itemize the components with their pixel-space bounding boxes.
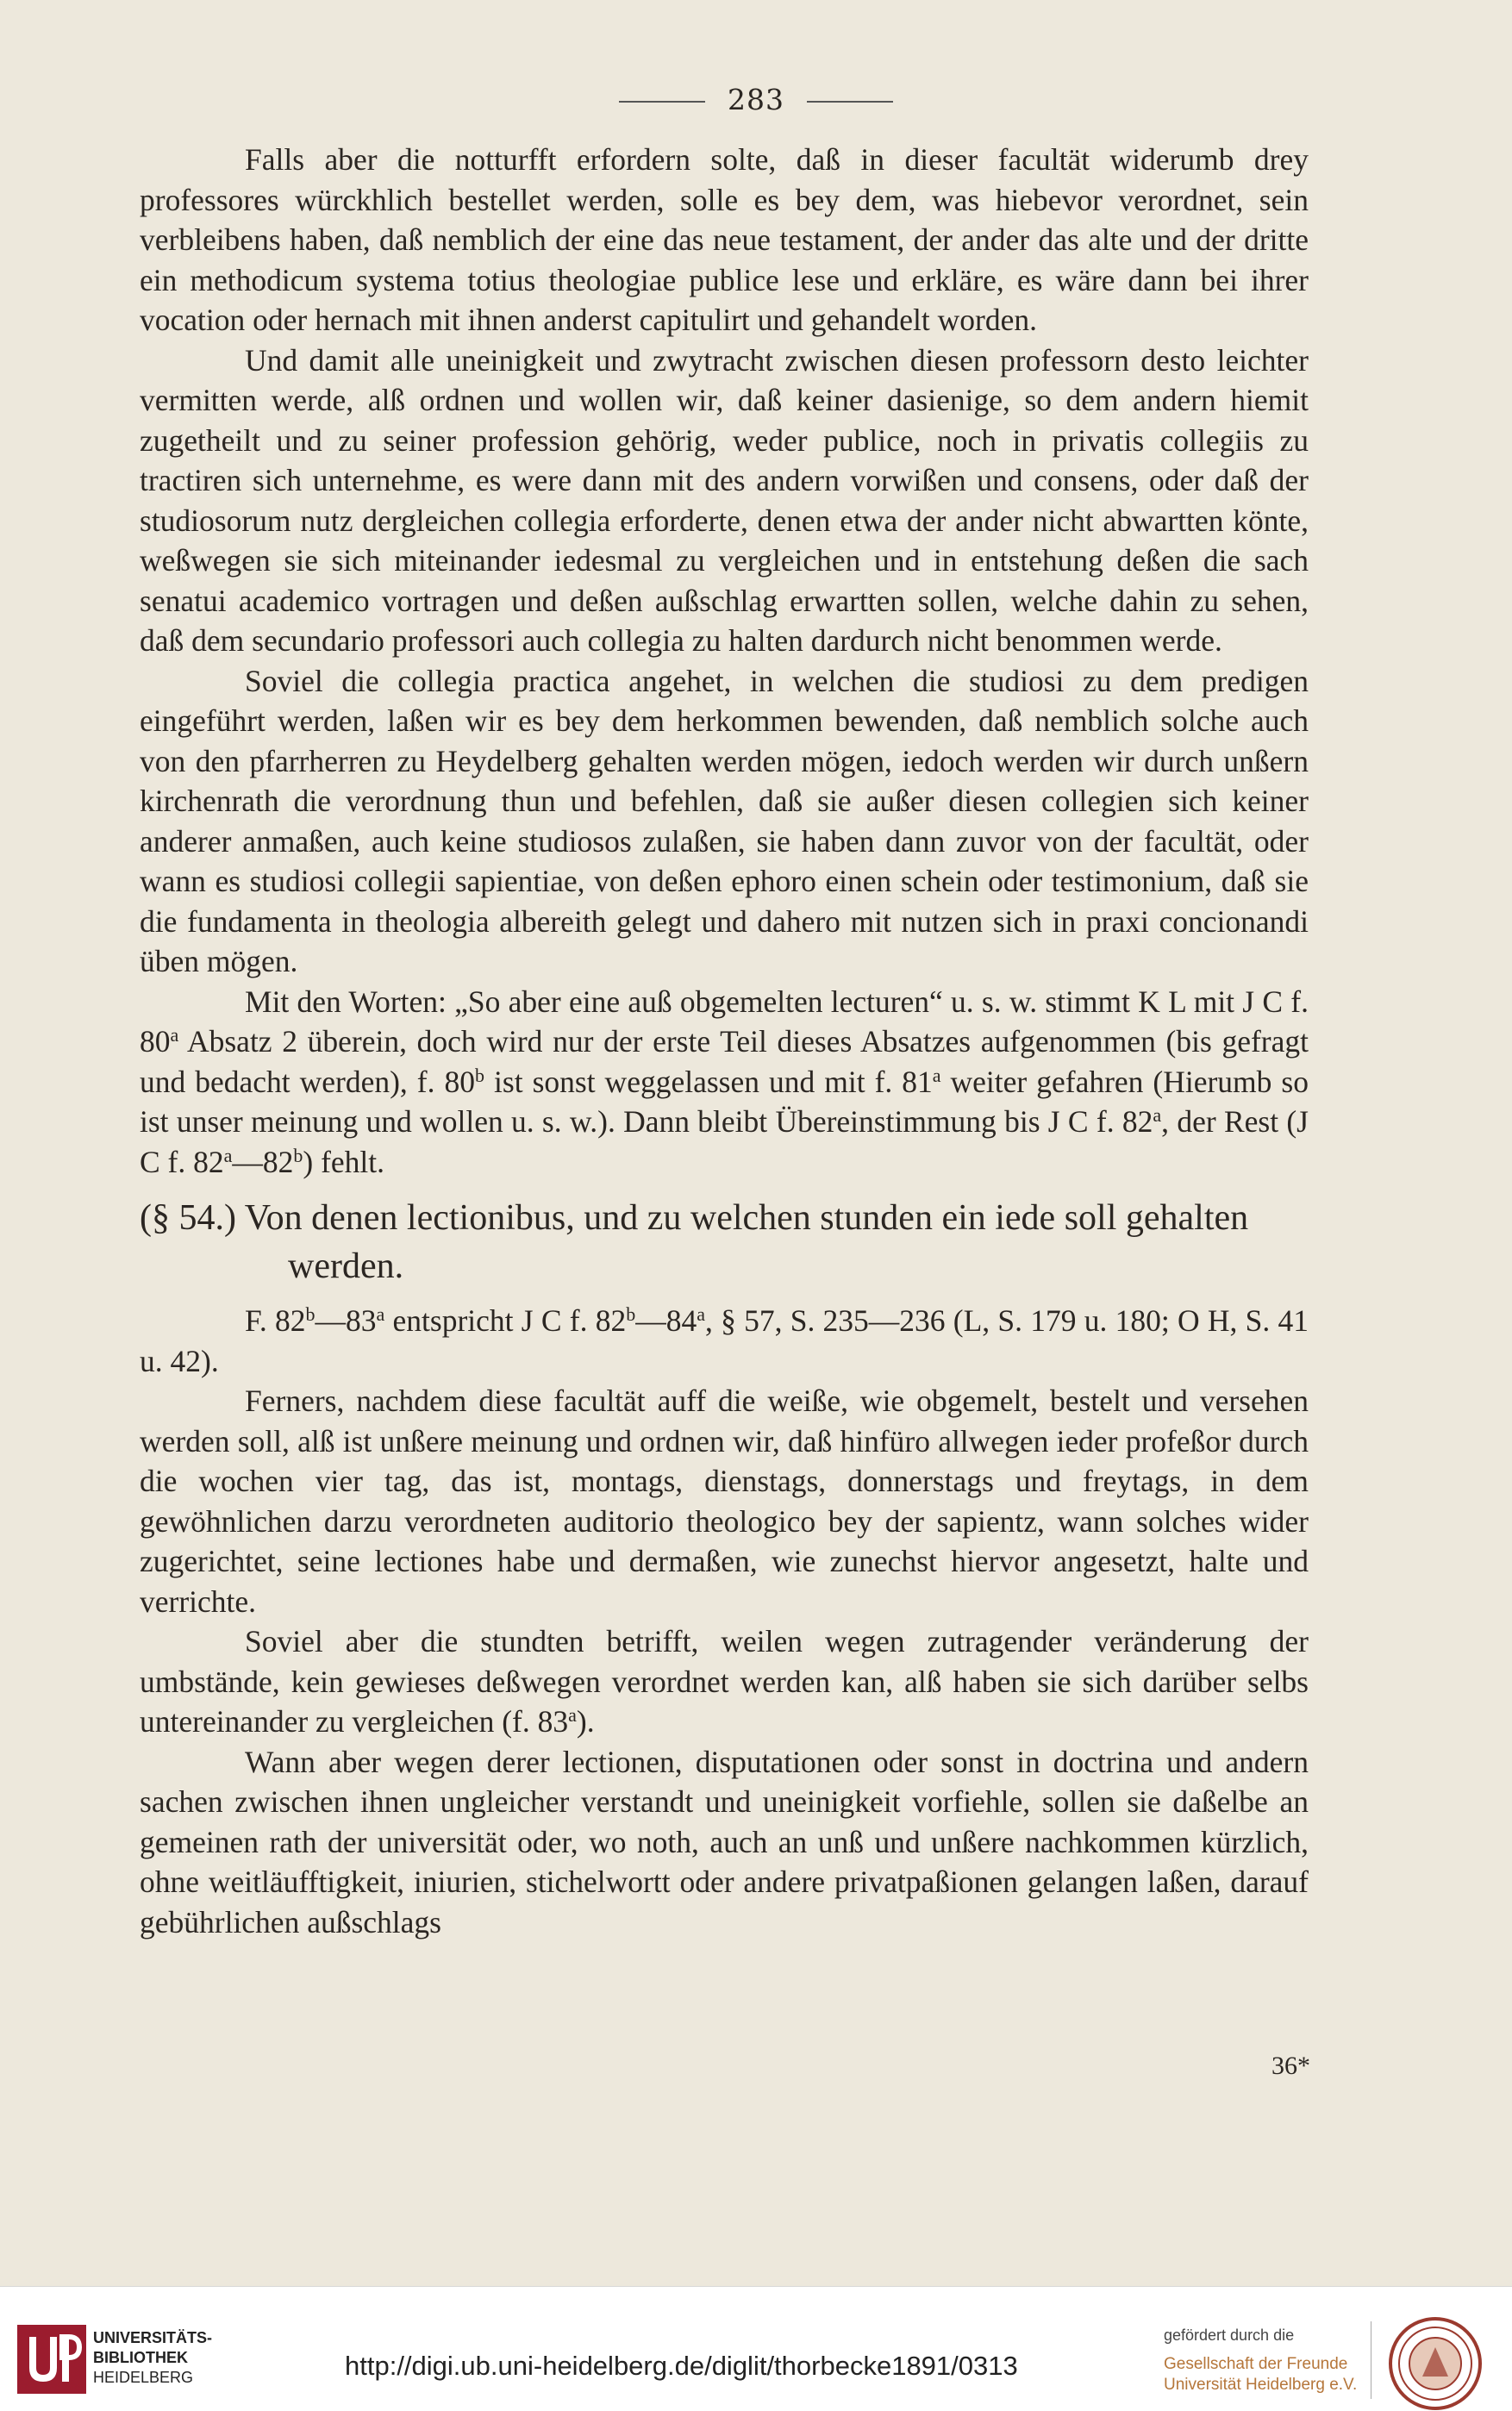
- superscript: b: [626, 1302, 636, 1325]
- superscript: a: [1153, 1103, 1162, 1126]
- paragraph: Und damit alle uneinigkeit und zwytracht zwischen diesen professorn desto leichter vermitten werde, alß ordnen und wollen wir, daß keiner dasienige, so dem andern hiemit zugetheilt und zu seiner profession gehörig, weder publice, noch in privatis collegiis zu tractiren sich unternehme, es were dann mit des andern vorwißen und consens, oder daß der studiosorum nutz dergleichen collegia erforderte, denen etwa der ander nicht abwartten könte, weßwegen sie sich miteinander iedesmal zu vergleichen und in entstehung deßen die sach senatui academico vortragen und deßen außschlag erwartten sollen, welche dahin zu sehen, daß dem secundario professori auch collegia zu halten dardurch nicht benommen werde.: [140, 342, 1309, 658]
- paragraph: [140, 982, 1309, 1183]
- paragraph: [140, 1621, 1309, 1742]
- superscript: a: [932, 1064, 941, 1086]
- superscript: b: [305, 1302, 316, 1325]
- superscript: a: [568, 1703, 577, 1726]
- permalink-url[interactable]: http://digi.ub.uni-heidelberg.de/diglit/thorbecke1891/0313: [345, 2351, 1018, 2381]
- library-name-line2: BIBLIOTHEK: [93, 2349, 188, 2366]
- text-run: Mit den Worten: „So aber eine auß obgemelten lecturen“ u. s. w. stimmt K L mit J C f. 80: [140, 984, 1309, 1059]
- superscript: b: [475, 1064, 485, 1086]
- text-run: ).: [576, 1704, 595, 1739]
- text-run: ist sonst weggelassen und mit f. 81: [484, 1064, 933, 1099]
- text-run: Absatz 2 überein, doch wird nur der erste Teil dieses Absatzes aufgenommen (bis gefragt und bedacht werden), f. 80: [140, 1024, 1309, 1099]
- section-heading: (§ 54.) Von denen lectionibus, und zu welchen stunden ein iede soll gehalten werden.: [140, 1198, 1249, 1286]
- page-number-text: 283: [728, 83, 784, 116]
- university-seal-icon: [1388, 2316, 1483, 2411]
- ub-heidelberg-logo-icon[interactable]: [17, 2325, 86, 2394]
- paragraph: Wann aber wegen derer lectionen, disputationen oder sonst in doctrina und andern sachen zwischen ihnen ungleicher verstandt und uneinigkeit vorfiehle, sollen sie daßelbe an gemeinen rath der universität oder, wo noth, auch an unß und unßere nachkommen kürzlich, ohne weitläufftigkeit, iniurien, stichelwortt oder andere privatpaßionen gelangen laßen, darauf gebührlichen außschlags: [140, 1744, 1309, 1939]
- sponsor-line1: Gesellschaft der Freunde: [1164, 2355, 1348, 2373]
- superscript: a: [223, 1144, 233, 1166]
- text-run: F. 82: [245, 1303, 306, 1338]
- sponsor-name[interactable]: [1164, 2354, 1357, 2395]
- page-number: [0, 83, 1512, 116]
- library-name-line3: HEIDELBERG: [93, 2369, 194, 2386]
- page-number-rule-left: [619, 101, 705, 103]
- page-number-rule-right: [807, 101, 893, 103]
- paragraph: Soviel die collegia practica angehet, in welchen die studiosi zu dem predigen eingeführt werden, laßen wir es bey dem herkommen bewenden, daß nemblich solche auch von den pfarrherren zu Heydelberg gehalten werden mögen, iedoch werden wir durch unßern kirchenrath die verordnung thun und befehlen, daß sie außer diesen collegien sich keiner anderer anmaßen, auch keine studiosos zulaßen, sie haben dann zuvor von der facultät, oder wann es studiosi collegii sapientiae, von deßen ephoro einen schein oder testimonium, daß sie die fundamenta in theologia albereith gelegt und dahero mit nutzen sich in praxi concionandi üben mögen.: [140, 663, 1309, 978]
- text-run: , der Rest (J C f. 82: [140, 1104, 1309, 1179]
- text-run: , § 57, S. 235—236 (L, S. 179 u. 180; O H, S. 41 u. 42).: [140, 1303, 1309, 1378]
- body-text: [140, 140, 1309, 1942]
- text-run: Soviel aber die stundten betrifft, weilen wegen zutragender veränderung der umbstände, kein gewieses deßwegen verordnet werden kan, alß haben sie sich darüber selbs untereinander zu vergleichen (f. 83: [140, 1624, 1309, 1739]
- library-name-line1: UNIVERSITÄTS-: [93, 2329, 213, 2346]
- sponsor-label: gefördert durch die: [1164, 2327, 1295, 2344]
- superscript: a: [170, 1023, 179, 1046]
- library-name[interactable]: [93, 2328, 212, 2388]
- superscript: a: [376, 1302, 385, 1325]
- text-run: —84: [635, 1303, 697, 1338]
- text-run: ) fehlt.: [303, 1144, 385, 1179]
- text-run: —83: [315, 1303, 377, 1338]
- text-run: —82: [232, 1144, 294, 1179]
- superscript: b: [293, 1144, 303, 1166]
- sponsor-line2: Universität Heidelberg e.V.: [1164, 2376, 1358, 2394]
- viewer-footer: [0, 2286, 1512, 2411]
- paragraph: Ferners, nachdem diese facultät auff die weiße, wie obgemelt, bestelt und versehen werden soll, alß ist unßere meinung und ordnen wir, daß hinfüro allwegen ieder profeßor durch die wochen vier tag, das ist, montags, dienstags, donnerstags und freytags, in dem gewöhnlichen darzu verordneten auditorio theologico bey der sapientz, wann solches wider zugerichtet, seine lectiones habe und dermaßen, wie zunechst hiervor angesetzt, halte und verrichte.: [140, 1384, 1309, 1619]
- paragraph: Falls aber die notturfft erfordern solte, daß in dieser facultät widerumb drey professores würckhlich bestellet werden, solle es bey dem, was hiebevor verordnet, sein verbleibens haben, daß nemblich der eine das neue testament, der ander das alte und der dritte ein methodicum systema totius theologiae publice lese und erkläre, es wäre dann bei ihrer vocation oder hernach mit ihnen anderst capitulirt und gehandelt worden.: [140, 142, 1309, 337]
- text-run: weiter gefahren (Hierumb so ist unser meinung und wollen u. s. w.). Dann bleibt Übereinstimmung bis J C f. 82: [140, 1064, 1309, 1139]
- text-run: entspricht J C f. 82: [384, 1303, 627, 1338]
- paragraph: [140, 1301, 1309, 1381]
- signature-mark: 36*: [1271, 2052, 1310, 2080]
- superscript: a: [697, 1302, 705, 1325]
